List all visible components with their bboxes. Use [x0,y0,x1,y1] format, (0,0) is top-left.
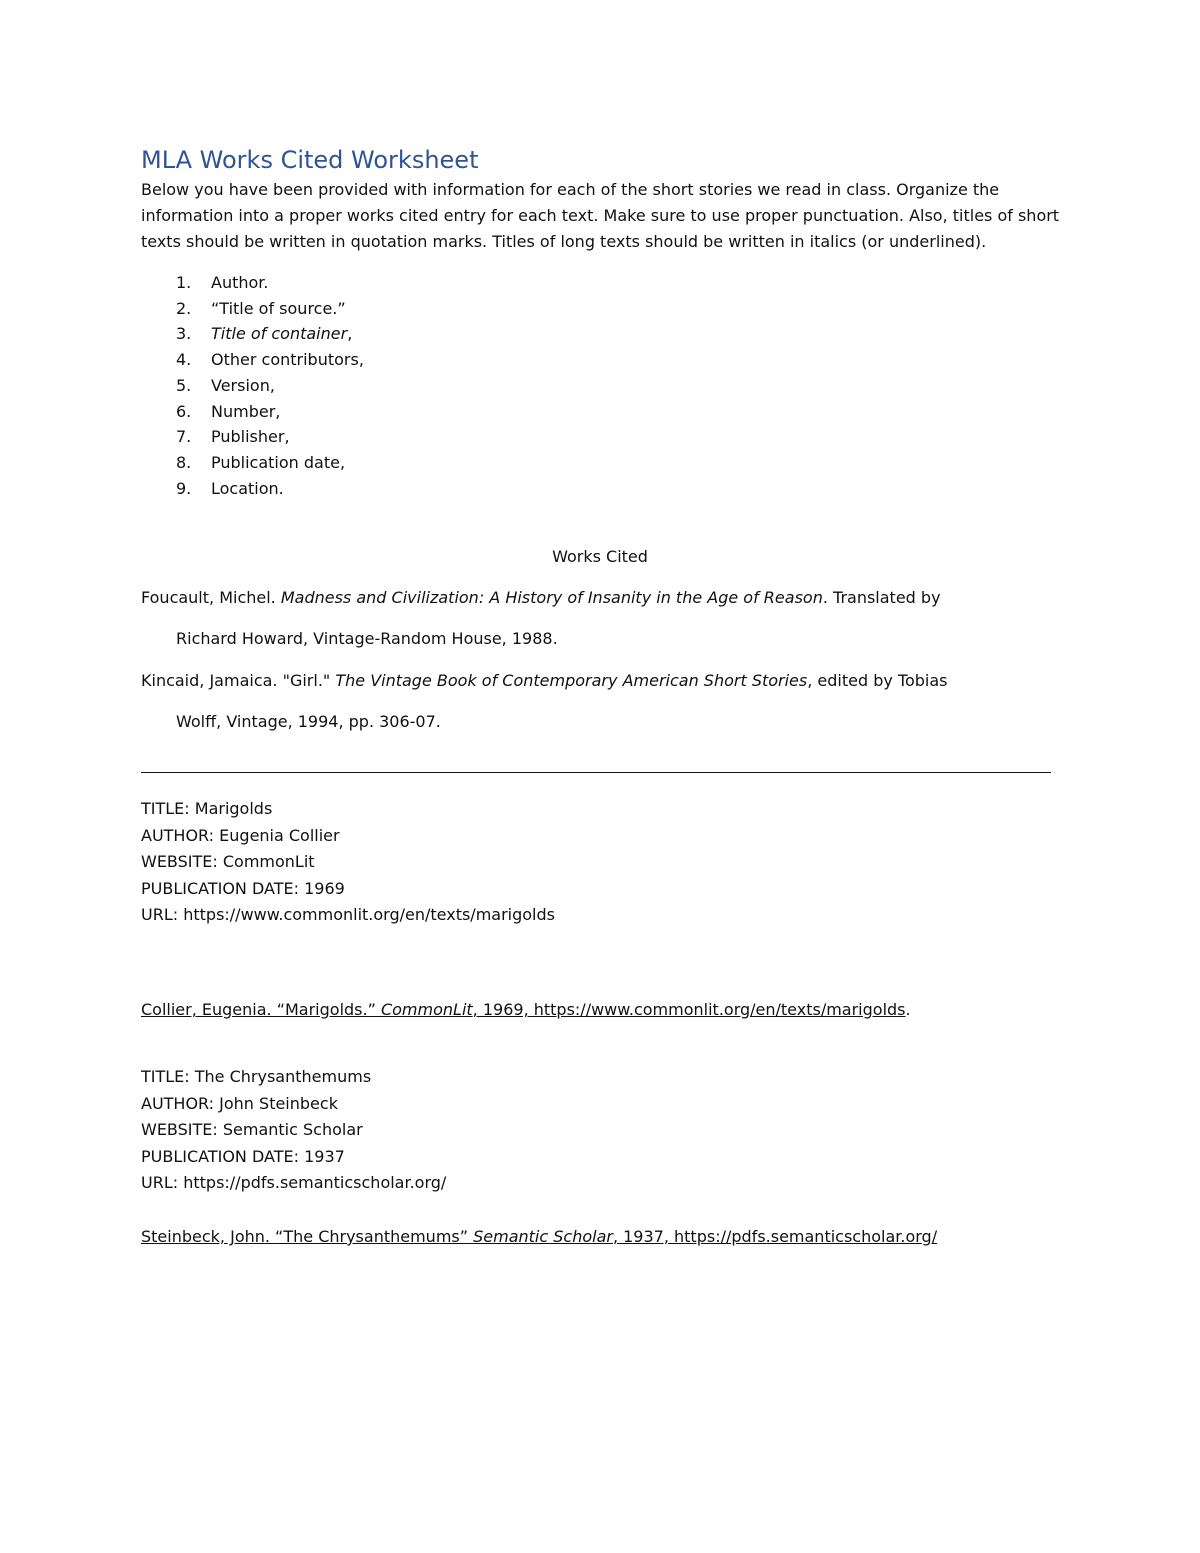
list-item: 7. Publisher, [176,427,290,447]
list-item: 5. Version, [176,375,275,395]
works-cited-heading: Works Cited [552,547,648,566]
horizontal-divider [141,772,1051,773]
story-author: AUTHOR: Eugenia Collier [141,825,340,845]
mla-core-elements-list [141,270,364,501]
story-website: WEBSITE: Semantic Scholar [141,1120,363,1139]
story-info-chrysanthemums [141,1064,446,1197]
list-item: 1. Author. [176,273,269,292]
works-cited-entry-kincaid: Kincaid, Jamaica. "Girl." The Vintage Book of Contemporary American Short Stories, edited by Tobias [141,671,948,690]
story-url: URL: https://www.commonlit.org/en/texts/marigolds [141,905,555,924]
works-cited-entry-foucault-continuation: Richard Howard, Vintage-Random House, 1988. [176,629,558,648]
story-author: AUTHOR: John Steinbeck [141,1093,338,1113]
list-item: 9. Location. [176,478,284,498]
works-cited-entry-kincaid-continuation: Wolff, Vintage, 1994, pp. 306-07. [176,712,441,731]
story-publication-date: PUBLICATION DATE: 1969 [141,878,345,898]
list-item: 2. “Title of source.” [176,298,346,318]
instructions-paragraph: Below you have been provided with information for each of the short stories we read in class. Organize the information into a proper works cited entry for each text. Make sure to use proper punctuation. Also, titles of short texts should be written in quotation marks. Titles of long texts should be written in italics (or underlined). [141,180,1060,251]
story-info-marigolds [141,796,555,929]
works-cited-entry-foucault: Foucault, Michel. Madness and Civilization: A History of Insanity in the Age of Reason. Translated by [141,588,941,607]
list-item: 4. Other contributors, [176,350,364,370]
citation-answer-marigolds: Collier, Eugenia. “Marigolds.” CommonLit, 1969, https://www.commonlit.org/en/texts/marigolds. [141,1000,911,1019]
story-website: WEBSITE: CommonLit [141,852,315,871]
story-url: URL: https://pdfs.semanticscholar.org/ [141,1173,447,1192]
list-item: 6. Number, [176,401,281,421]
story-title: TITLE: The Chrysanthemums [141,1067,372,1086]
list-item: 8. Publication date, [176,452,346,472]
story-publication-date: PUBLICATION DATE: 1937 [141,1146,345,1166]
list-item: 3. Title of container, [176,324,353,344]
citation-answer-chrysanthemums: Steinbeck, John. “The Chrysanthemums” Semantic Scholar, 1937, https://pdfs.semanticscholar.org/ [141,1227,938,1246]
page-title: MLA Works Cited Worksheet [141,146,479,174]
story-title: TITLE: Marigolds [141,799,273,818]
